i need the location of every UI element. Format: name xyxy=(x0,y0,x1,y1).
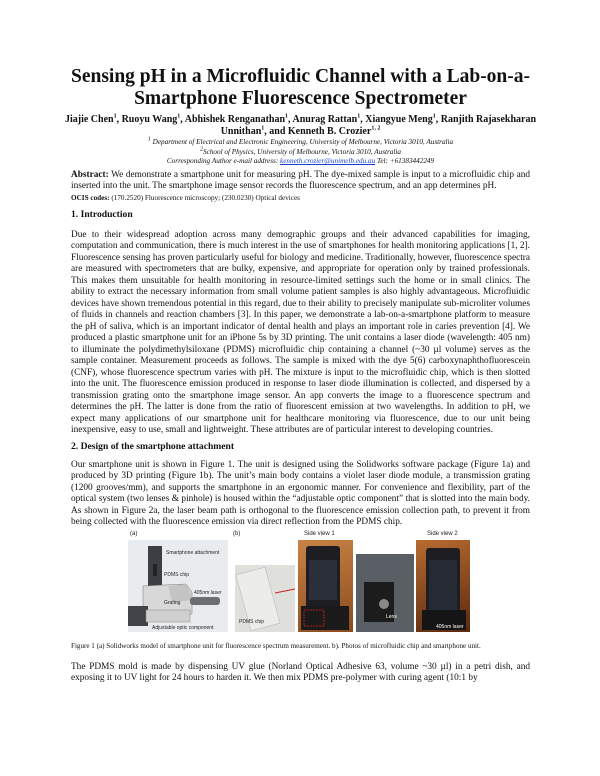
paper-title: Sensing pH in a Microfluidic Channel with a Lab-on-a-Smartphone Fluorescence Spectrometer xyxy=(70,66,531,109)
body-paragraph: Our smartphone unit is shown in Figure 1. The unit is designed using the Solidworks software package (Figure 1a) and produced by 3D printing (Figure 1b). The unit’s main body contains a violet laser diode module, a transmission grating (1200 grooves/mm), and supports the smartphone in an ergonomic manner. For convenience and flexibility, part of the optical system (two lenses & pinhole) is housed within the “adjustable optic component” that is slotted into the main body. As shown in Figure 2a, the laser beam path is orthogonal to the fluorescence emission collection path, to prevent it from being collected with the fluorescence emission via direct reflection from the PDMS chip. xyxy=(71,459,530,527)
section-heading: 1. Introduction xyxy=(71,208,133,220)
author: Jiajie Chen$^1$, xyxy=(64,113,122,125)
body-paragraph: Due to their widespread adoption across many demographic groups and their advanced capabilities for imaging, computation and communication, there is much interest in the use of smartphones for health monitoring applications [1, 2]. Fluorescence sensing has proven particularly useful for biology and medicine. Traditionally, however, fluorescence spectra are measured with spectrometers that are bulky, expensive, and appropriate for operation only by trained professionals. This makes them unsuitable for health monitoring in resource-limited settings such the home or in small clinics. The ability to extract the necessary information from small volume patient samples is also highly advantageous. Microfluidic devices have shown tremendous potential in this regard, due to their ability to precisely manipulate sub-microliter volumes of fluids in channels and reaction chambers [3]. In this paper, we demonstrate a lab-on-a-smartphone platform to measure the pH of saliva, which is an important indicator of dental health and plays an important role in caries prevention [4]. We produced a plastic smartphone unit for an iPhone 5s by 3D printing. The unit contains a laser diode (wavelength: 405 nm) to illuminate the polydimethylsiloxane (PDMS) microfluidic chip containing a channel (~30 µl volume) serves as the sample container. Measurement proceeds as follows. The sample is mixed with the dye 5(6) carboxynaphthofluorescein (CNF), whose fluorescence spectrum varies with pH. The mixture is input to the microfluidic chip, which is then slotted into the unit. The fluorescence emission produced in response to laser diode illumination is collected, and dispersed by a transmission grating onto the smartphone image sensor. An app converts the image to a fluorescence spectrum and determines the pH. The latter is done from the ratio of fluorescent emission at two wavelengths. In addition to pH, we expect many applications of our smartphone unit for healthcare monitoring via fluorescence, due to our unit being inexpensive, easy to use, small and lightweight. These attributes are of particular interest to developing countries. xyxy=(71,229,530,435)
figure-1 xyxy=(71,531,530,634)
pdms-chip-photo: PDMS chip xyxy=(235,565,295,632)
side-view-2-photo: 405nm laser xyxy=(416,540,470,632)
author: Ranjith Rajasekharan Unnithan$^1$, xyxy=(220,114,537,137)
author: Xiangyue Meng$^1$, xyxy=(365,113,441,125)
cad-model-image: Smartphone attachment PDMS chip 405nm laser Grating Adjustable optic component xyxy=(128,540,228,632)
lens-closeup-photo: Lens xyxy=(356,554,414,632)
abstract-label: Abstract: xyxy=(71,169,109,180)
contact-line: Corresponding Author e-mail address: kenneth.crozier@unimelb.edu.au Tel: +61383442249 xyxy=(166,157,435,165)
body-paragraph: The PDMS mold is made by dispensing UV glue (Norland Optical Adhesive 63, volume ~30 µl) in a petri dish, and exposing it to UV light for 24 hours to harden it. We then mix PDMS pre-polymer with curing agent (10:1 by xyxy=(71,661,530,683)
section-heading: 2. Design of the smartphone attachment xyxy=(71,440,235,452)
author: Anurag Rattan$^1$, xyxy=(292,113,366,125)
side-view-1-photo xyxy=(298,540,353,632)
affiliation: $^2$School of Physics, University of Melbourne, Victoria 3010, Australia xyxy=(200,146,401,156)
author: Abhishek Renganathan$^1$, xyxy=(184,113,293,125)
affiliations xyxy=(61,138,540,167)
affiliation: $^1$ Department of Electrical and Electronic Engineering, University of Melbourne, Victoria 3010, Australia xyxy=(147,136,454,146)
and-word: and xyxy=(269,126,286,137)
panel-b-label: (b) xyxy=(233,530,241,537)
figure-caption: Figure 1 (a) Solidworks model of smartphone unit for fluorescence spectrum measurement. b). Photos of microfluidic chip and smartphone unit. xyxy=(71,641,481,650)
abstract: Abstract: We demonstrate a smartphone unit for measuring pH. The dye-mixed sample is input to a microfluidic chip and inserted into the unit. The smartphone image sensor records the fluorescence spectrum, and an app determines pH. xyxy=(71,169,530,191)
ocis-codes: OCIS codes: (170.2520) Fluorescence microscopy; (230.0230) Optical devices xyxy=(71,193,300,202)
side-view-1-label: Side view 1 xyxy=(304,530,335,537)
panel-a-label: (a) xyxy=(130,530,138,537)
author: Ruoyu Wang$^1$, xyxy=(121,113,185,125)
side-view-2-label: Side view 2 xyxy=(427,530,458,537)
email-link[interactable]: kenneth.crozier@unimelb.edu.au xyxy=(280,157,376,165)
author-list xyxy=(61,114,540,138)
author: Kenneth B. Crozier$^{1, 2}$ xyxy=(287,125,381,137)
